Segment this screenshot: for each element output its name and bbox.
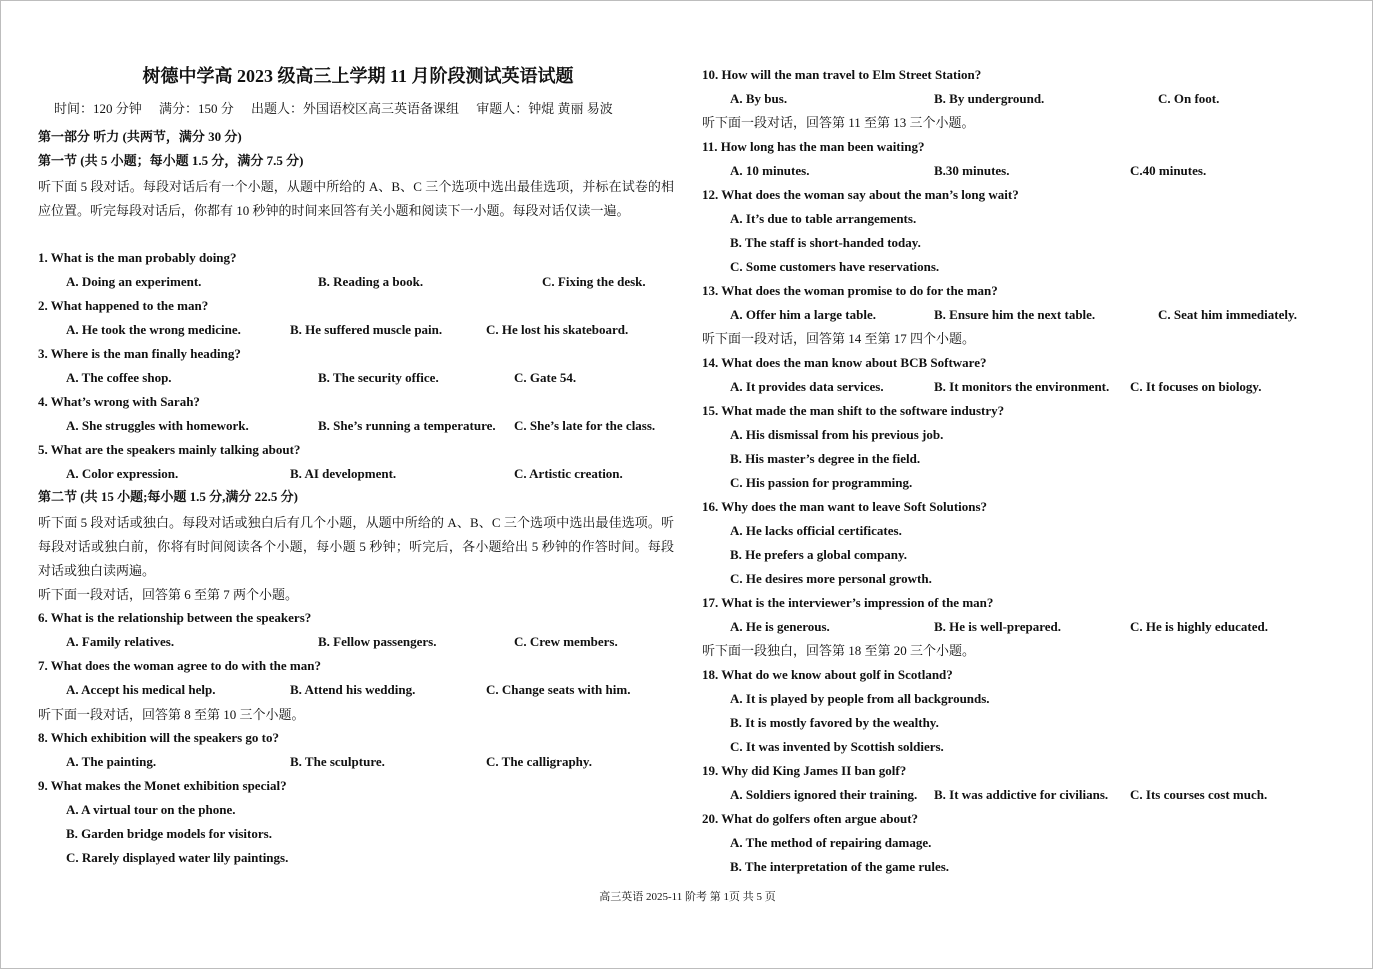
page-footer: 高三英语 2025-11 阶考 第 1页 共 5 页 — [599, 891, 776, 903]
question-stem: 15. What made the man shift to the software industry? — [702, 403, 1005, 418]
option-a: A. She struggles with homework. — [66, 418, 249, 433]
option-a: A. 10 minutes. — [730, 163, 810, 178]
option-c: C. Crew members. — [514, 634, 618, 649]
option-b: B. Reading a book. — [318, 274, 424, 289]
option-b: B. The interpretation of the game rules. — [730, 859, 950, 874]
question-stem: 8. Which exhibition will the speakers go to? — [38, 730, 280, 745]
option-c: C. His passion for programming. — [730, 475, 913, 490]
question-stem: 13. What does the woman promise to do for the man? — [702, 283, 998, 298]
question-stem: 14. What does the man know about BCB Software? — [702, 355, 987, 370]
option-c: C. Seat him immediately. — [1158, 307, 1298, 322]
option-b: B. Attend his wedding. — [290, 682, 416, 697]
option-a: A. It is played by people from all backgrounds. — [730, 691, 990, 706]
option-b: B. Fellow passengers. — [318, 634, 437, 649]
section1-instructions: 听下面 5 段对话。每段对话后有一个小题，从题中所给的 A、B、C 三个选项中选出最佳选项，并标在试卷的相应位置。听完每段对话后，你都有 10 秒钟的时间来回答有关小题和阅读下一小题。每段对话仅读一遍。 — [38, 179, 674, 218]
option-c: C. He lost his skateboard. — [486, 322, 629, 337]
option-a: A. By bus. — [730, 91, 788, 106]
option-b: B. Garden bridge models for visitors. — [66, 826, 272, 841]
option-a: A. He lacks official certificates. — [730, 523, 902, 538]
direction-text: 听下面一段对话，回答第 8 至第 10 三个小题。 — [38, 707, 305, 722]
question-stem: 5. What are the speakers mainly talking about? — [38, 442, 301, 457]
direction-text: 听下面一段对话，回答第 14 至第 17 四个小题。 — [702, 331, 976, 346]
option-c: C. Some customers have reservations. — [730, 259, 940, 274]
option-b: B. She’s running a temperature. — [318, 418, 496, 433]
option-c: C. Fixing the desk. — [542, 274, 646, 289]
option-b: B.30 minutes. — [934, 163, 1010, 178]
question-stem: 3. Where is the man finally heading? — [38, 346, 241, 361]
option-c: C. It was invented by Scottish soldiers. — [730, 739, 944, 754]
option-c: C.40 minutes. — [1130, 163, 1207, 178]
option-a: A. It’s due to table arrangements. — [730, 211, 917, 226]
option-a: A. He took the wrong medicine. — [66, 322, 241, 337]
option-b: B. The staff is short-handed today. — [730, 235, 921, 250]
option-a: A. Color expression. — [66, 466, 179, 481]
option-a: A. His dismissal from his previous job. — [730, 427, 944, 442]
option-c: C. Rarely displayed water lily paintings. — [66, 850, 289, 865]
option-b: B. The sculpture. — [290, 754, 385, 769]
option-b: B. He is well-prepared. — [934, 619, 1061, 634]
option-a: A. Accept his medical help. — [66, 682, 216, 697]
question-stem: 6. What is the relationship between the speakers? — [38, 610, 312, 625]
section1-heading: 第一节 (共 5 小题；每小题 1.5 分，满分 7.5 分) — [38, 153, 304, 168]
option-a: A. He is generous. — [730, 619, 830, 634]
question-stem: 7. What does the woman agree to do with the man? — [38, 658, 321, 673]
option-c: C. Its courses cost much. — [1130, 787, 1268, 802]
section2-heading: 第二节 (共 15 小题;每小题 1.5 分,满分 22.5 分) — [38, 489, 298, 504]
question-stem: 18. What do we know about golf in Scotland? — [702, 667, 953, 682]
option-b: B. He prefers a global company. — [730, 547, 908, 562]
option-c: C. The calligraphy. — [486, 754, 592, 769]
option-c: C. He desires more personal growth. — [730, 571, 932, 586]
direction-text: 听下面一段对话，回答第 11 至第 13 三个小题。 — [702, 115, 975, 130]
exam-time: 时间：120 分钟 — [54, 101, 142, 116]
option-b: B. His master’s degree in the field. — [730, 451, 921, 466]
question-stem: 10. How will the man travel to Elm Street Station? — [702, 67, 982, 82]
option-a: A. Doing an experiment. — [66, 274, 202, 289]
option-c: C. Change seats with him. — [486, 682, 631, 697]
option-b: B. By underground. — [934, 91, 1045, 106]
option-b: B. It monitors the environment. — [934, 379, 1110, 394]
question-stem: 17. What is the interviewer’s impression of the man? — [702, 595, 994, 610]
option-c: C. He is highly educated. — [1130, 619, 1268, 634]
option-c: C. On foot. — [1158, 91, 1220, 106]
direction-text: 听下面一段独白，回答第 18 至第 20 三个小题。 — [702, 643, 976, 658]
part1-heading: 第一部分 听力 (共两节，满分 30 分) — [38, 129, 242, 144]
option-a: A. The coffee shop. — [66, 370, 172, 385]
option-a: A. Family relatives. — [66, 634, 175, 649]
option-a: A. The painting. — [66, 754, 157, 769]
exam-author: 出题人：外国语校区高三英语备课组 — [251, 101, 460, 116]
question-stem: 12. What does the woman say about the man’s long wait? — [702, 187, 1019, 202]
question-stem: 19. Why did King James II ban golf? — [702, 763, 907, 778]
question-stem: 4. What’s wrong with Sarah? — [38, 394, 200, 409]
option-c: C. Artistic creation. — [514, 466, 623, 481]
option-b: B. It is mostly favored by the wealthy. — [730, 715, 939, 730]
exam-title: 树德中学高 2023 级高三上学期 11 月阶段测试英语试题 — [142, 66, 574, 86]
question-stem: 11. How long has the man been waiting? — [702, 139, 925, 154]
option-c: C. It focuses on biology. — [1130, 379, 1262, 394]
option-b: B. The security office. — [318, 370, 439, 385]
option-a: A. Soldiers ignored their training. — [730, 787, 918, 802]
question-stem: 9. What makes the Monet exhibition special? — [38, 778, 287, 793]
exam-meta — [54, 98, 627, 117]
option-a: A. It provides data services. — [730, 379, 884, 394]
exam-reviewer: 审题人：钟焜 黄丽 易波 — [476, 101, 613, 116]
question-stem: 20. What do golfers often argue about? — [702, 811, 919, 826]
option-a: A. Offer him a large table. — [730, 307, 876, 322]
option-a: A. The method of repairing damage. — [730, 835, 932, 850]
option-a: A. A virtual tour on the phone. — [66, 802, 236, 817]
option-b: B. AI development. — [290, 466, 397, 481]
option-c: C. Gate 54. — [514, 370, 577, 385]
question-stem: 2. What happened to the man? — [38, 298, 209, 313]
section2-instructions: 听下面 5 段对话或独白。每段对话或独白后有几个小题，从题中所给的 A、B、C 三个选项中选出最佳选项。听每段对话或独白前，你将有时间阅读各个小题，每小题 5 秒钟；听完后，各小题给出 5 秒钟的作答时间。每段对话或独白读两遍。 — [38, 515, 674, 578]
direction-text: 听下面一段对话，回答第 6 至第 7 两个小题。 — [38, 587, 299, 602]
option-b: B. He suffered muscle pain. — [290, 322, 443, 337]
question-stem: 1. What is the man probably doing? — [38, 250, 237, 265]
option-b: B. It was addictive for civilians. — [934, 787, 1109, 802]
exam-score: 满分：150 分 — [159, 101, 234, 116]
option-b: B. Ensure him the next table. — [934, 307, 1096, 322]
question-stem: 16. Why does the man want to leave Soft Solutions? — [702, 499, 988, 514]
option-c: C. She’s late for the class. — [514, 418, 656, 433]
